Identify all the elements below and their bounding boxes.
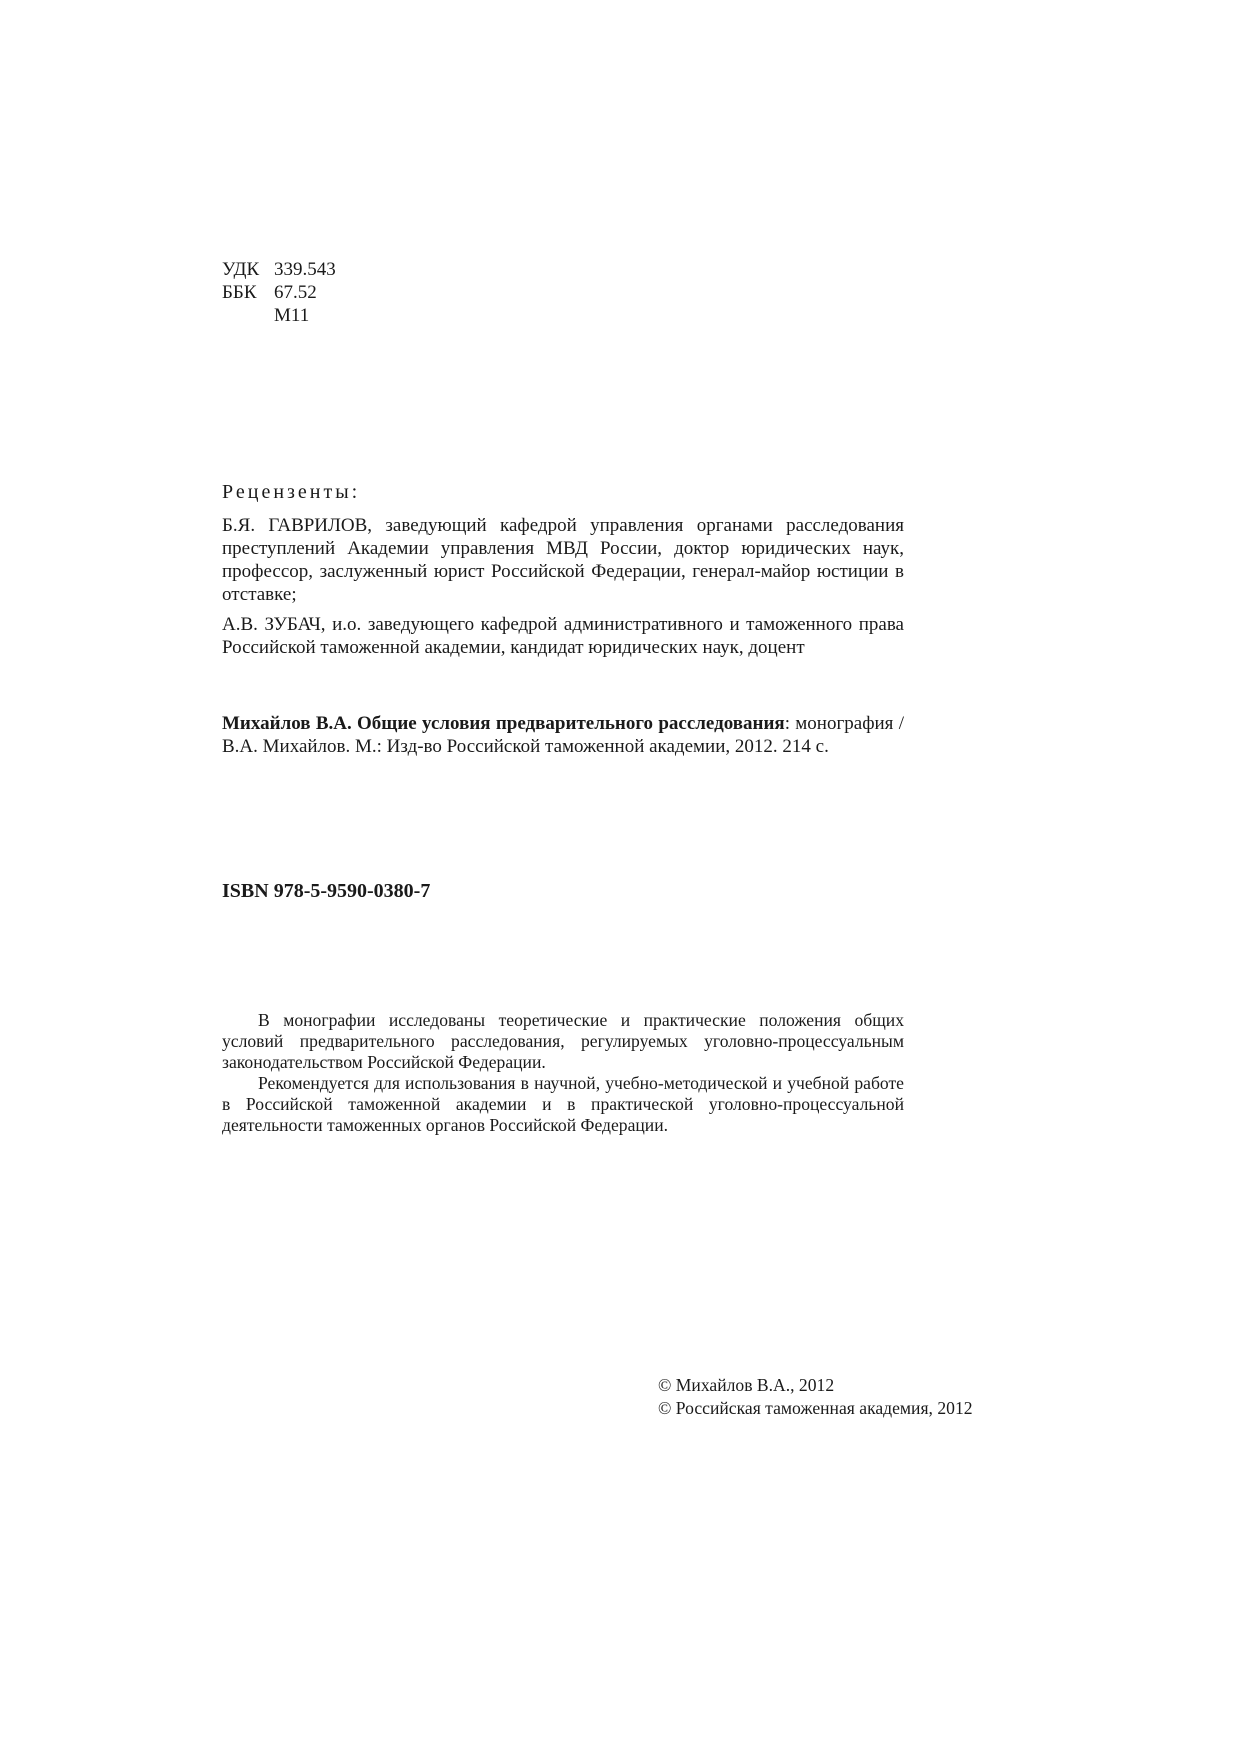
bbk-value: 67.52 (274, 282, 317, 303)
copyright-academy: © Российская таможенная академия, 2012 (658, 1398, 973, 1418)
reviewer-gavrilov: Б.Я. ГАВРИЛОВ, заведующий кафедрой управления органами расследования преступлений Академии управления МВД России, доктор юридических наук, профессор, заслуженный юрист Российской Федерации, генерал-майор юстиции в отставке; (222, 515, 904, 605)
bbk-label: ББК (222, 282, 257, 303)
isbn: ISBN 978-5-9590-0380-7 (222, 880, 431, 902)
copyright-author: © Михайлов В.А., 2012 (658, 1375, 835, 1395)
bbk-row (222, 281, 422, 304)
abstract-paragraph: Рекомендуется для использования в научной, учебно-методической и учебной работе в Российской таможенной академии и в практической уголовно-процессуальной деятельности таможенных органов Российской Федерации. (222, 1073, 904, 1135)
copyright-block (658, 1374, 1058, 1420)
udk-label: УДК (222, 259, 260, 280)
author-mark-value: М11 (274, 305, 310, 326)
reviewers-heading: Рецензенты: (222, 481, 361, 503)
author-mark-label (222, 304, 274, 327)
bibliographic-citation (222, 712, 904, 758)
udk-row (222, 258, 422, 281)
classification-codes (222, 258, 422, 327)
reviewer-zubach: А.В. ЗУБАЧ, и.о. заведующего кафедрой административного и таможенного права Российской таможенной академии, кандидат юридических наук, доцент (222, 614, 904, 658)
abstract (222, 1010, 904, 1136)
udk-value: 339.543 (274, 259, 336, 280)
author-mark-row (222, 304, 422, 327)
citation-details: : монография / В.А. Михайлов. М.: Изд-во Российской таможенной академии, 2012. 214 с. (222, 713, 904, 757)
abstract-paragraph: В монографии исследованы теоретические и практические положения общих условий предварительного расследования, регулируемых уголовно-процессуальным законодательством Российской Федерации. (222, 1010, 904, 1072)
citation-author-title: Михайлов В.А. Общие условия предварительного расследования (222, 713, 785, 734)
